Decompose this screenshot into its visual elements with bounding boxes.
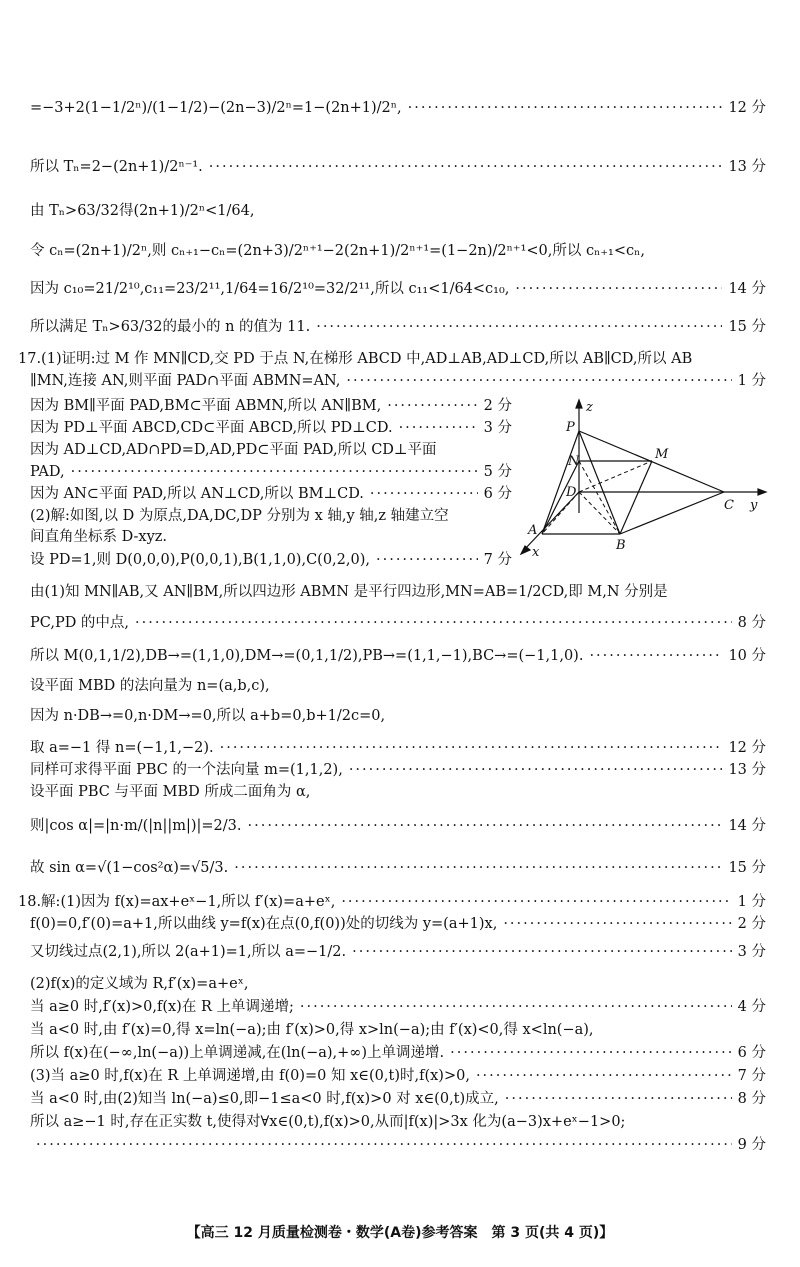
edge-PA [542, 431, 579, 534]
score: 2 分 [737, 916, 766, 932]
line-29-text: 又切线过点(2,1),所以 2(a+1)=1,所以 a=−1/2. [30, 944, 347, 960]
dot-leader [346, 371, 731, 391]
line-23 [30, 760, 766, 780]
dot-leader [352, 942, 732, 962]
line-1 [30, 98, 766, 118]
dot-leader [387, 396, 477, 416]
score: 2 分 [483, 398, 512, 414]
dot-leader [376, 550, 478, 570]
line-6 [30, 317, 766, 337]
dot-leader [505, 1089, 732, 1109]
score: 14 分 [728, 818, 766, 834]
line-19-text: 所以 M(0,1,1/2),DB→=(1,1,0),DM→=(0,1,1/2),PB→=(1,1,−1),BC→=(−1,1,0). [30, 648, 584, 664]
dot-leader [408, 98, 723, 118]
line-25-text: 则|cos α|=|n·m/(|n||m|)|=2/3. [30, 818, 242, 834]
label-C: C [724, 498, 734, 513]
line-2 [30, 157, 766, 177]
score: 14 分 [728, 281, 766, 297]
edge-PB [579, 431, 620, 534]
dot-leader [234, 858, 722, 878]
line-22-text: 取 a=−1 得 n=(−1,1,−2). [30, 740, 214, 756]
line-19 [30, 646, 766, 666]
line-35-text: 当 a<0 时,由(2)知当 ln(−a)≤0,即−1≤a<0 时,f(x)>0 对 x∈(0,t)成立, [30, 1091, 499, 1107]
line-7: 17.(1)证明:过 M 作 MN∥CD,交 PD 于点 N,在梯形 ABCD 中,AD⊥AB,AD⊥CD,所以 AB∥CD,所以 AB [18, 351, 693, 367]
x-arrow [521, 546, 530, 554]
dot-leader [503, 914, 731, 934]
score: 15 分 [728, 860, 766, 876]
line-37 [30, 1135, 766, 1155]
label-z: z [586, 400, 593, 415]
line-14: (2)解:如图,以 D 为原点,DA,DC,DP 分别为 x 轴,y 轴,z 轴建立空 [30, 508, 449, 524]
line-1-text: =−3+2(1−1/2ⁿ)/(1−1/2)−(2n−3)/2ⁿ=1−(2n+1)/2ⁿ, [30, 100, 402, 116]
dot-leader [450, 1043, 732, 1063]
line-13 [30, 484, 512, 504]
line-25 [30, 816, 766, 836]
score: 6 分 [737, 1045, 766, 1061]
line-10 [30, 418, 512, 438]
score: 7 分 [737, 1068, 766, 1084]
edge-NB [579, 461, 620, 534]
line-36: 所以 a≥−1 时,存在正实数 t,使得对∀x∈(0,t),f(x)>0,从而|f(x)|>3x 化为(a−3)x+eˣ−1>0; [30, 1114, 626, 1130]
line-13-text: 因为 AN⊂平面 PAD,所以 AN⊥CD,所以 BM⊥CD. [30, 486, 364, 502]
dot-leader [248, 816, 723, 836]
score: 6 分 [483, 486, 512, 502]
dot-leader [135, 613, 732, 633]
dot-leader [399, 418, 478, 438]
line-34-text: (3)当 a≥0 时,f(x)在 R 上单调递增,由 f(0)=0 知 x∈(0,t)时,f(x)>0, [30, 1068, 470, 1084]
label-D: D [566, 485, 577, 500]
line-33-text: 所以 f(x)在(−∞,ln(−a))上单调递减,在(ln(−a),+∞)上单调递增. [30, 1045, 445, 1061]
line-22 [30, 738, 766, 758]
line-5-text: 因为 c₁₀=21/2¹⁰,c₁₁=23/2¹¹,1/64=16/2¹⁰=32/2¹¹,所以 c₁₁<1/64<c₁₀, [30, 281, 510, 297]
x-axis [524, 492, 579, 550]
page-footer: 【高三 12 月质量检测卷・数学(A卷)参考答案 第 3 页(共 4 页)】 [186, 1225, 614, 1241]
line-16 [30, 550, 512, 570]
line-8 [30, 371, 766, 391]
line-35 [30, 1089, 766, 1109]
line-24: 设平面 PBC 与平面 MBD 所成二面角为 α, [30, 784, 311, 800]
line-11: 因为 AD⊥CD,AD∩PD=D,AD,PD⊂平面 PAD,所以 CD⊥平面 [30, 442, 437, 458]
label-M: M [655, 447, 669, 462]
score: 7 分 [483, 552, 512, 568]
label-y: y [750, 498, 758, 513]
pyramid-figure [512, 398, 772, 560]
line-27-text: 18.解:(1)因为 f(x)=ax+eˣ−1,所以 f′(x)=a+eˣ, [18, 894, 336, 910]
line-6-text: 所以满足 Tₙ>63/32的最小的 n 的值为 11. [30, 319, 311, 335]
line-33 [30, 1043, 766, 1063]
score: 13 分 [728, 159, 766, 175]
y-arrow [758, 489, 766, 495]
score: 10 分 [728, 648, 766, 664]
score: 4 分 [737, 999, 766, 1015]
line-18-text: PC,PD 的中点, [30, 615, 130, 631]
line-17: 由(1)知 MN∥AB,又 AN∥BM,所以四边形 ABMN 是平行四边形,MN=AB=1/2CD,即 M,N 分别是 [30, 584, 668, 600]
line-8-text: ∥MN,连接 AN,则平面 PAD∩平面 ABMN=AN, [30, 373, 341, 389]
score: 5 分 [483, 464, 512, 480]
score: 1 分 [737, 894, 766, 910]
line-26 [30, 858, 766, 878]
line-20: 设平面 MBD 的法向量为 n=(a,b,c), [30, 678, 270, 694]
line-21: 因为 n·DB→=0,n·DM→=0,所以 a+b=0,b+1/2c=0, [30, 708, 386, 724]
dot-leader [515, 279, 722, 299]
dot-leader [220, 738, 723, 758]
line-26-text: 故 sin α=√(1−cos²α)=√5/3. [30, 860, 229, 876]
label-x: x [532, 545, 540, 560]
score: 15 分 [728, 319, 766, 335]
dot-leader [589, 646, 722, 666]
line-9-text: 因为 BM∥平面 PAD,BM⊂平面 ABMN,所以 AN∥BM, [30, 398, 382, 414]
line-28-text: f(0)=0,f′(0)=a+1,所以曲线 y=f(x)在点(0,f(0))处的切线为 y=(a+1)x, [30, 916, 498, 932]
score: 8 分 [737, 1091, 766, 1107]
line-32: 当 a<0 时,由 f′(x)=0,得 x=ln(−a);由 f′(x)>0,得 x>ln(−a);由 f′(x)<0,得 x<ln(−a), [30, 1022, 594, 1038]
line-27 [18, 892, 766, 912]
line-34 [30, 1066, 766, 1086]
dot-leader [341, 892, 731, 912]
line-29 [30, 942, 766, 962]
score: 9 分 [737, 1137, 766, 1153]
line-23-text: 同样可求得平面 PBC 的一个法向量 m=(1,1,2), [30, 762, 343, 778]
dot-leader [36, 1135, 732, 1155]
line-12 [30, 462, 512, 482]
line-12-text: PAD, [30, 464, 65, 480]
dot-leader [71, 462, 478, 482]
dot-leader [349, 760, 723, 780]
line-10-text: 因为 PD⊥平面 ABCD,CD⊂平面 ABCD,所以 PD⊥CD. [30, 420, 393, 436]
dot-leader [209, 157, 723, 177]
dot-leader [476, 1066, 732, 1086]
dot-leader [316, 317, 722, 337]
dot-leader [370, 484, 478, 504]
label-P: P [566, 420, 575, 435]
line-4: 令 cₙ=(2n+1)/2ⁿ,则 cₙ₊₁−cₙ=(2n+3)/2ⁿ⁺¹−2(2n+1)/2ⁿ⁺¹=(1−2n)/2ⁿ⁺¹<0,所以 cₙ₊₁<cₙ, [30, 243, 645, 259]
label-A: A [528, 523, 538, 538]
label-B: B [616, 538, 626, 553]
line-3: 由 Tₙ>63/32得(2n+1)/2ⁿ<1/64, [30, 203, 255, 219]
dot-leader [300, 997, 732, 1017]
line-16-text: 设 PD=1,则 D(0,0,0),P(0,0,1),B(1,1,0),C(0,2,0), [30, 552, 370, 568]
line-31 [30, 997, 766, 1017]
line-28 [30, 914, 766, 934]
score: 13 分 [728, 762, 766, 778]
label-N: N [568, 454, 580, 469]
line-18 [30, 613, 766, 633]
z-arrow [576, 400, 582, 408]
score: 3 分 [483, 420, 512, 436]
line-30: (2)f(x)的定义域为 R,f′(x)=a+eˣ, [30, 976, 249, 992]
line-5 [30, 279, 766, 299]
score: 1 分 [737, 373, 766, 389]
score: 8 分 [737, 615, 766, 631]
score: 12 分 [728, 740, 766, 756]
line-2-text: 所以 Tₙ=2−(2n+1)/2ⁿ⁻¹. [30, 159, 203, 175]
score: 12 分 [728, 100, 766, 116]
line-31-text: 当 a≥0 时,f′(x)>0,f(x)在 R 上单调递增; [30, 999, 294, 1015]
score: 3 分 [737, 944, 766, 960]
line-9 [30, 396, 512, 416]
line-15: 间直角坐标系 D-xyz. [30, 529, 168, 545]
